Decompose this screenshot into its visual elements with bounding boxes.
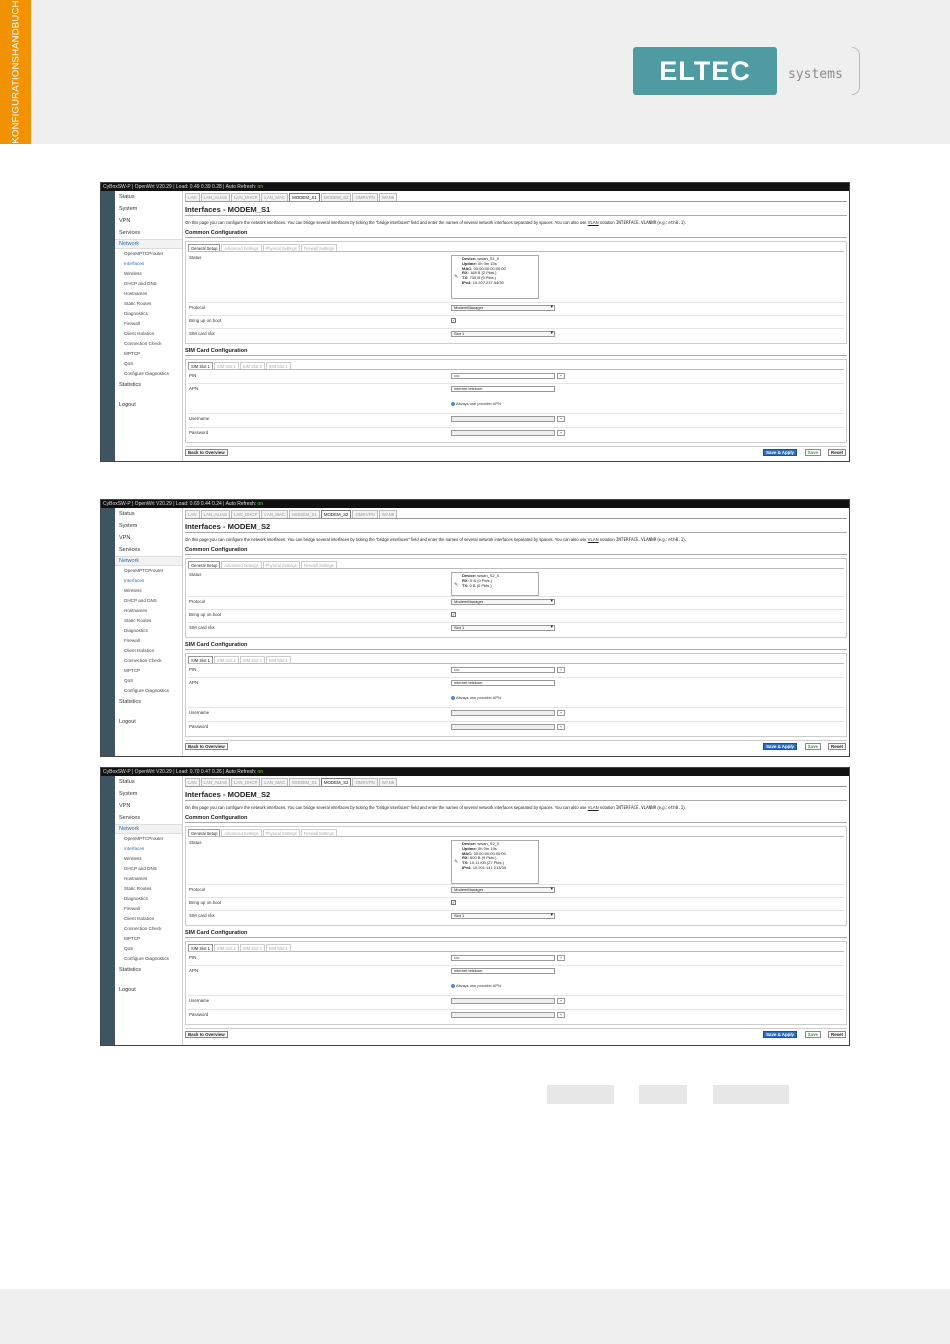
save-apply-button[interactable]: Save & Apply: [763, 1031, 797, 1038]
pin-input[interactable]: ••••: [451, 955, 555, 961]
password-field: [451, 430, 563, 436]
subtab[interactable]: Physical Settings: [263, 829, 300, 836]
menu-item[interactable]: Network: [115, 556, 182, 566]
logo-wordmark: ELTEC: [633, 47, 777, 95]
pin-row: [188, 371, 844, 384]
back-to-overview-button[interactable]: Back to Overview: [185, 743, 228, 750]
left-strip: [101, 508, 115, 756]
sim-config-section: [185, 653, 847, 737]
config-subtabs: [188, 561, 844, 569]
menu-item[interactable]: System: [119, 791, 138, 797]
save-button[interactable]: Save: [805, 743, 821, 750]
common-config-heading: Common Configuration: [185, 814, 847, 823]
sim-slot-row: [188, 329, 844, 341]
pin-label: PIN: [189, 955, 197, 960]
status-line: IPv4: 10.201.141.213/30: [462, 864, 507, 870]
sim-slot-row: [188, 911, 844, 923]
placeholder-field: [547, 1085, 614, 1104]
menu-item[interactable]: Status: [119, 511, 135, 517]
username-label: Username: [189, 710, 210, 715]
page-footer: [0, 1289, 950, 1344]
protocol-label: Protocol: [189, 305, 206, 310]
tab-wan6[interactable]: WAN6: [379, 193, 398, 201]
status-line: Uptime: 0h 0m 19s: [462, 845, 497, 851]
submenu-item[interactable]: OpenMPTCProuter: [124, 836, 164, 841]
username-input[interactable]: [451, 710, 555, 716]
logo-subtitle: systems: [788, 67, 843, 82]
subtab[interactable]: Physical Settings: [263, 561, 300, 568]
pin-row: [188, 953, 844, 966]
status-box: [451, 572, 539, 596]
luci-screenshot: [100, 182, 850, 462]
submenu-item[interactable]: Static Routes: [124, 301, 152, 306]
tab-lan_mac[interactable]: LAN_MAC: [261, 510, 288, 518]
status-line: TX: 0 B (0 Pkts.): [462, 582, 492, 588]
username-input[interactable]: [451, 416, 555, 422]
username-field: [451, 710, 563, 716]
username-input[interactable]: [451, 998, 555, 1004]
submenu-item[interactable]: Connection Check: [124, 926, 162, 931]
sim-slot-tab[interactable]: SIM Slot 1: [188, 362, 213, 369]
sim-slot-tab[interactable]: SIM Slot 2: [214, 656, 239, 663]
bring-up-row: [188, 610, 844, 623]
submenu-item[interactable]: Wireless: [124, 856, 142, 861]
placeholder-fields: [0, 1085, 950, 1104]
sim-config-heading: SIM Card Configuration: [185, 929, 847, 938]
username-row: [188, 996, 844, 1010]
status-line: Uptime: 0h 0m 15s: [462, 260, 497, 266]
submenu-item[interactable]: MPTCP: [124, 351, 141, 356]
sim-config-section: [185, 941, 847, 1025]
apn-field: [451, 968, 555, 988]
edit-icon: ✎: [454, 273, 459, 280]
luci-menu: [115, 191, 183, 461]
placeholder-field: [639, 1085, 687, 1104]
password-input[interactable]: [451, 724, 555, 730]
page-title: Interfaces - MODEM_S2: [185, 790, 847, 801]
apn-note: Always use provider APN: [451, 401, 555, 406]
submenu-item[interactable]: Connection Check: [124, 658, 162, 663]
luci-menu: [115, 776, 183, 1045]
submenu-item[interactable]: Configure Diagnostics: [124, 956, 169, 961]
apn-label: APN: [189, 680, 199, 685]
status-line: Device: wwan_S1_0: [462, 256, 500, 261]
menu-item-logout[interactable]: Logout: [119, 402, 136, 408]
tab-modem_s1[interactable]: MODEM_S1: [289, 510, 320, 518]
submenu-item[interactable]: OpenMPTCProuter: [124, 568, 164, 573]
pin-field: [451, 373, 563, 379]
sim-slot-tab[interactable]: SIM Slot 4: [266, 944, 291, 951]
apn-field: [451, 680, 555, 700]
sim-config-heading: SIM Card Configuration: [185, 641, 847, 650]
save-button[interactable]: Save: [805, 449, 821, 456]
subtab[interactable]: Firewall Settings: [301, 829, 337, 836]
submenu-item[interactable]: Client Isolation: [124, 916, 155, 921]
luci-topbar: CyBoxSW-P | OpenWrt V20.29 | Load: 0.49 0.39 0.28 | Auto Refresh: on: [101, 183, 849, 191]
menu-item[interactable]: Services: [119, 547, 141, 553]
reveal-icon[interactable]: +: [557, 1012, 565, 1018]
apn-label: APN: [189, 968, 199, 973]
reveal-icon[interactable]: +: [557, 430, 565, 436]
status-line: RX: 0 B (0 Pkts.): [462, 577, 493, 583]
menu-item-statistics[interactable]: Statistics: [119, 382, 142, 388]
apn-input[interactable]: internet.telekom: [451, 968, 555, 974]
submenu-item[interactable]: OpenMPTCProuter: [124, 251, 164, 256]
pin-input[interactable]: ••••: [451, 373, 555, 379]
placeholder-field: [713, 1085, 789, 1104]
pin-row: [188, 665, 844, 678]
left-strip: [101, 776, 115, 1045]
config-subtabs: [188, 829, 844, 837]
status-line: RX: 168 B (2 Pkts.): [462, 270, 497, 276]
pin-label: PIN: [189, 373, 197, 378]
reset-button[interactable]: Reset: [828, 449, 846, 456]
password-label: Password: [189, 430, 209, 435]
bring-up-row: [188, 898, 844, 911]
page-title: Interfaces - MODEM_S1: [185, 205, 847, 216]
submenu-item[interactable]: Diagnostics: [124, 311, 148, 316]
submenu-item[interactable]: Interfaces: [124, 578, 145, 583]
tab-modem_s1[interactable]: MODEM_S1: [289, 193, 320, 201]
submenu-item[interactable]: Firewall: [124, 906, 140, 911]
menu-item[interactable]: VPN: [119, 535, 131, 541]
common-config-section: [185, 826, 847, 926]
interface-tabs: [185, 193, 847, 202]
common-config-section: [185, 241, 847, 344]
status-box: [451, 840, 539, 884]
username-label: Username: [189, 998, 210, 1003]
page-title: Interfaces - MODEM_S2: [185, 522, 847, 533]
tab-lan_dhcp[interactable]: LAN_DHCP: [231, 778, 260, 786]
page-description: On this page you can configure the network interfaces. You can bridge several interfaces by ticking the "bridge interfaces" field and enter the names of several network interfaces separated by spaces. You can also use VLAN notation INTERFACE.VLANNR (e.g.: eth0.1).: [185, 220, 686, 225]
info-icon: [451, 696, 455, 700]
subtab[interactable]: Advanced Settings: [221, 561, 261, 568]
luci-topbar: CyBoxSW-P | OpenWrt V20.29 | Load: 0.69 0.44 0.24 | Auto Refresh: on: [101, 500, 849, 508]
info-icon: [451, 984, 455, 988]
subtab[interactable]: Advanced Settings: [221, 244, 261, 251]
sim-slot-tab[interactable]: SIM Slot 3: [240, 362, 265, 369]
submenu-item[interactable]: Connection Check: [124, 341, 162, 346]
status-line: RX: 600 B (9 Pkts.): [462, 855, 497, 861]
menu-item[interactable]: VPN: [119, 803, 131, 809]
status-label: Status: [189, 255, 202, 260]
back-to-overview-button[interactable]: Back to Overview: [185, 449, 228, 456]
tab-lan_alias[interactable]: LAN_ALIAS: [201, 778, 230, 786]
password-row: [188, 722, 844, 734]
action-bar: [185, 446, 847, 456]
submenu-item[interactable]: Client Isolation: [124, 331, 155, 336]
sim-slot-tabs: [188, 656, 844, 664]
sim-slot-label: SIM card slot: [189, 331, 215, 336]
tab-lan_alias[interactable]: LAN_ALIAS: [201, 510, 230, 518]
luci-screenshot: [100, 499, 850, 757]
sim-slot-tab[interactable]: SIM Slot 1: [188, 944, 213, 951]
subtab[interactable]: General Setup: [188, 244, 220, 251]
status-row: [188, 570, 844, 597]
password-label: Password: [189, 1012, 209, 1017]
password-field: [451, 1012, 563, 1018]
submenu-item[interactable]: Configure Diagnostics: [124, 688, 169, 693]
apn-row: [188, 678, 844, 708]
sim-slot-tab[interactable]: SIM Slot 3: [240, 656, 265, 663]
menu-item-statistics[interactable]: Statistics: [119, 699, 142, 705]
menu-item[interactable]: Services: [119, 815, 141, 821]
common-config-heading: Common Configuration: [185, 546, 847, 555]
menu-item-logout[interactable]: Logout: [119, 719, 136, 725]
reset-button[interactable]: Reset: [828, 1031, 846, 1038]
sim-slot-tab[interactable]: SIM Slot 4: [266, 656, 291, 663]
submenu-item[interactable]: MPTCP: [124, 936, 141, 941]
protocol-select[interactable]: ModemManager ▾: [451, 599, 555, 605]
submenu-item[interactable]: Interfaces: [124, 261, 145, 266]
submenu-item[interactable]: DHCP and DNS: [124, 281, 157, 286]
tab-modem_s2[interactable]: MODEM_S2: [321, 193, 352, 201]
pin-label: PIN: [189, 667, 197, 672]
reveal-icon[interactable]: +: [557, 710, 565, 716]
protocol-label: Protocol: [189, 887, 206, 892]
reveal-icon[interactable]: +: [557, 373, 565, 379]
submenu-item[interactable]: Hostnames: [124, 876, 148, 881]
username-label: Username: [189, 416, 210, 421]
tab-omrvpn[interactable]: OMRVPN: [352, 193, 377, 201]
status-line: MAC: 00:00:00:00:00:00: [462, 265, 506, 271]
menu-item[interactable]: Status: [119, 194, 135, 200]
bring-up-checkbox[interactable]: ✓: [452, 318, 456, 323]
status-line: Device: wwan_S2_0: [462, 841, 500, 846]
bring-up-label: Bring up on boot: [189, 612, 222, 617]
page-description: On this page you can configure the network interfaces. You can bridge several interfaces by ticking the "bridge interfaces" field and enter the names of several network interfaces separated by spaces. You can also use VLAN notation INTERFACE.VLANNR (e.g.: eth0.1).: [185, 537, 686, 542]
status-line: IPv4: 10.207.237.54/30: [462, 279, 504, 285]
username-row: [188, 708, 844, 722]
status-row: [188, 253, 844, 303]
submenu-item[interactable]: Wireless: [124, 271, 142, 276]
apn-input[interactable]: internet.telekom: [451, 680, 555, 686]
reveal-icon[interactable]: +: [557, 955, 565, 961]
luci-content: [185, 193, 847, 461]
bring-up-checkbox[interactable]: ✓: [452, 612, 456, 617]
tab-lan[interactable]: LAN: [185, 778, 200, 786]
menu-item[interactable]: Services: [119, 230, 141, 236]
chapter-tab: [0, 0, 31, 144]
bring-up-checkbox[interactable]: ✓: [452, 900, 456, 905]
submenu-item[interactable]: DHCP and DNS: [124, 598, 157, 603]
sim-slot-tab[interactable]: SIM Slot 2: [214, 362, 239, 369]
reveal-icon[interactable]: +: [557, 416, 565, 422]
protocol-select[interactable]: ModemManager ▾: [451, 305, 555, 311]
reveal-icon[interactable]: +: [557, 998, 565, 1004]
password-row: [188, 428, 844, 440]
apn-label: APN: [189, 386, 199, 391]
sim-slot-tab[interactable]: SIM Slot 4: [266, 362, 291, 369]
submenu-item[interactable]: Diagnostics: [124, 628, 148, 633]
password-input[interactable]: [451, 1012, 555, 1018]
sim-slot-select[interactable]: Slot 1 ▾: [451, 913, 555, 919]
apn-note: Always use provider APN: [451, 695, 555, 700]
reveal-icon[interactable]: +: [557, 667, 565, 673]
pin-input[interactable]: ••••: [451, 667, 555, 673]
tab-lan_mac[interactable]: LAN_MAC: [261, 778, 288, 786]
menu-item[interactable]: Network: [115, 239, 182, 249]
config-subtabs: [188, 244, 844, 252]
submenu-item[interactable]: Diagnostics: [124, 896, 148, 901]
left-strip: [101, 191, 115, 461]
tab-lan_dhcp[interactable]: LAN_DHCP: [231, 510, 260, 518]
submenu-item[interactable]: QoS: [124, 678, 134, 683]
subtab[interactable]: Firewall Settings: [301, 561, 337, 568]
tab-lan[interactable]: LAN: [185, 193, 200, 201]
status-line: TX: 10.11 KB (27 Pkts.): [462, 860, 504, 866]
apn-field: [451, 386, 555, 406]
protocol-row: [188, 303, 844, 316]
sim-slot-tab[interactable]: SIM Slot 1: [188, 656, 213, 663]
back-to-overview-button[interactable]: Back to Overview: [185, 1031, 228, 1038]
page-description: On this page you can configure the network interfaces. You can bridge several interfaces by ticking the "bridge interfaces" field and enter the names of several network interfaces separated by spaces. You can also use VLAN notation INTERFACE.VLANNR (e.g.: eth0.1).: [185, 805, 686, 810]
chapter-tab-label: KONFIGURATIONSHANDBUCH: [10, 0, 22, 144]
edit-icon: ✎: [454, 858, 459, 865]
tab-wan6[interactable]: WAN6: [379, 778, 398, 786]
submenu-item[interactable]: Wireless: [124, 588, 142, 593]
status-box: [451, 255, 539, 299]
apn-note: Always use provider APN: [451, 983, 555, 988]
submenu-item[interactable]: Client Isolation: [124, 648, 155, 653]
sim-slot-row: [188, 623, 844, 635]
status-line: MAC: 00:00:00:00:00:00: [462, 850, 506, 856]
submenu-item[interactable]: QoS: [124, 361, 134, 366]
apn-row: [188, 966, 844, 996]
luci-topbar: CyBoxSW-P | OpenWrt V20.29 | Load: 0.70 0.47 0.26 | Auto Refresh: on: [101, 768, 849, 776]
luci-content: [185, 778, 847, 1045]
interface-tabs: [185, 510, 847, 519]
sim-slot-tabs: [188, 362, 844, 370]
edit-icon: ✎: [454, 581, 459, 588]
sim-slot-tab[interactable]: SIM Slot 2: [214, 944, 239, 951]
menu-item[interactable]: System: [119, 523, 138, 529]
tab-lan_alias[interactable]: LAN_ALIAS: [201, 193, 230, 201]
action-bar: [185, 740, 847, 750]
sim-slot-label: SIM card slot: [189, 913, 215, 918]
sim-slot-tabs: [188, 944, 844, 952]
menu-item[interactable]: Status: [119, 779, 135, 785]
sim-slot-select[interactable]: Slot 1 ▾: [451, 625, 555, 631]
save-apply-button[interactable]: Save & Apply: [763, 743, 797, 750]
tab-omrvpn[interactable]: OMRVPN: [352, 510, 377, 518]
password-input[interactable]: [451, 430, 555, 436]
luci-menu: [115, 508, 183, 756]
subtab[interactable]: Firewall Settings: [301, 244, 337, 251]
submenu-item[interactable]: Hostnames: [124, 291, 148, 296]
tab-lan[interactable]: LAN: [185, 510, 200, 518]
submenu-item[interactable]: Interfaces: [124, 846, 145, 851]
username-row: [188, 414, 844, 428]
apn-row: [188, 384, 844, 414]
tab-lan_mac[interactable]: LAN_MAC: [261, 193, 288, 201]
status-line: TX: 730 B (9 Pkts.): [462, 275, 497, 281]
submenu-item[interactable]: Static Routes: [124, 618, 152, 623]
menu-item[interactable]: Network: [115, 824, 182, 834]
subtab[interactable]: Physical Settings: [263, 244, 300, 251]
pin-field: [451, 955, 563, 961]
menu-item[interactable]: System: [119, 206, 138, 212]
status-line: Device: wwan_S2_0: [462, 573, 500, 578]
save-apply-button[interactable]: Save & Apply: [763, 449, 797, 456]
common-config-section: [185, 558, 847, 638]
submenu-item[interactable]: DHCP and DNS: [124, 866, 157, 871]
bring-up-label: Bring up on boot: [189, 900, 222, 905]
status-label: Status: [189, 840, 202, 845]
tab-lan_dhcp[interactable]: LAN_DHCP: [231, 193, 260, 201]
sim-slot-select[interactable]: Slot 1 ▾: [451, 331, 555, 337]
username-field: [451, 998, 563, 1004]
interface-tabs: [185, 778, 847, 787]
bring-up-label: Bring up on boot: [189, 318, 222, 323]
submenu-item[interactable]: QoS: [124, 946, 134, 951]
status-label: Status: [189, 572, 202, 577]
submenu-item[interactable]: Hostnames: [124, 608, 148, 613]
eltec-logo: [633, 47, 860, 95]
password-label: Password: [189, 724, 209, 729]
reveal-icon[interactable]: +: [557, 724, 565, 730]
protocol-row: [188, 885, 844, 898]
submenu-item[interactable]: MPTCP: [124, 668, 141, 673]
bring-up-row: [188, 316, 844, 329]
status-row: [188, 838, 844, 885]
protocol-label: Protocol: [189, 599, 206, 604]
sim-slot-tab[interactable]: SIM Slot 3: [240, 944, 265, 951]
submenu-item[interactable]: Firewall: [124, 638, 140, 643]
password-row: [188, 1010, 844, 1022]
reset-button[interactable]: Reset: [828, 743, 846, 750]
sim-config-heading: SIM Card Configuration: [185, 347, 847, 356]
save-button[interactable]: Save: [805, 1031, 821, 1038]
luci-content: [185, 510, 847, 756]
subtab[interactable]: General Setup: [188, 561, 220, 568]
subtab[interactable]: General Setup: [188, 829, 220, 836]
tab-modem_s2[interactable]: MODEM_S2: [321, 510, 352, 518]
tab-omrvpn[interactable]: OMRVPN: [352, 778, 377, 786]
username-field: [451, 416, 563, 422]
submenu-item[interactable]: Static Routes: [124, 886, 152, 891]
protocol-row: [188, 597, 844, 610]
submenu-item[interactable]: Configure Diagnostics: [124, 371, 169, 376]
sim-config-section: [185, 359, 847, 443]
luci-screenshot: [100, 767, 850, 1046]
subtab[interactable]: Advanced Settings: [221, 829, 261, 836]
menu-item[interactable]: VPN: [119, 218, 131, 224]
tab-wan6[interactable]: WAN6: [379, 510, 398, 518]
sim-slot-label: SIM card slot: [189, 625, 215, 630]
submenu-item[interactable]: Firewall: [124, 321, 140, 326]
logo-bracket: [852, 47, 860, 95]
menu-item-statistics[interactable]: Statistics: [119, 967, 142, 973]
tab-modem_s1[interactable]: MODEM_S1: [289, 778, 320, 786]
action-bar: [185, 1028, 847, 1038]
protocol-select[interactable]: ModemManager ▾: [451, 887, 555, 893]
menu-item-logout[interactable]: Logout: [119, 987, 136, 993]
tab-modem_s2[interactable]: MODEM_S2: [321, 778, 352, 786]
pin-field: [451, 667, 563, 673]
common-config-heading: Common Configuration: [185, 229, 847, 238]
password-field: [451, 724, 563, 730]
apn-input[interactable]: internet.telekom: [451, 386, 555, 392]
info-icon: [451, 402, 455, 406]
